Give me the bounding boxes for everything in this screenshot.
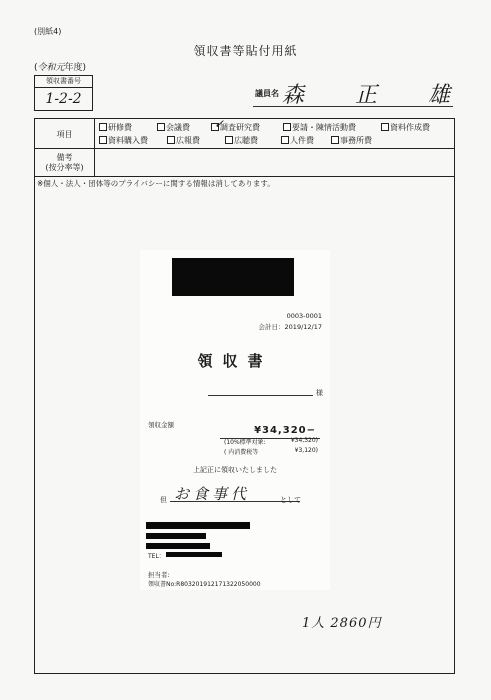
amount-label: 領収金額: [148, 421, 174, 429]
tax-base-value: ¥34,320): [290, 437, 318, 444]
receipt-issue-date: 会計日：2019/12/17: [258, 323, 322, 331]
category-label: 資料作成費: [390, 123, 430, 132]
category-label: 調査研究費: [220, 123, 260, 132]
checkbox-icon[interactable]: [331, 136, 339, 144]
fiscal-year-open: (: [34, 63, 38, 73]
category-materials-purchase[interactable]: [99, 135, 148, 146]
fiscal-year: [34, 60, 86, 73]
checkbox-icon[interactable]: [99, 123, 107, 131]
receipt-sub-number: 0003-0001: [286, 312, 322, 320]
category-public-hearing[interactable]: [225, 135, 258, 146]
privacy-note: ※個人・法人・団体等のプライバシーに関する情報は消してあります。: [37, 179, 275, 188]
item-label: 項目: [56, 130, 73, 139]
category-materials-creation[interactable]: [381, 122, 430, 133]
handwritten-per-person-note: 1人 2860円: [302, 616, 382, 631]
fiscal-year-era-handwritten: 令和元: [37, 63, 65, 73]
tadashi-label: 但: [160, 496, 167, 504]
redacted-address-1: [146, 522, 250, 529]
document-title: 領収書等貼付用紙: [193, 44, 298, 58]
redacted-store-name: [172, 258, 294, 296]
redacted-address-3: [146, 543, 210, 549]
receipt-number-label: 領収書番号: [35, 76, 92, 88]
row-divider-1: [35, 148, 454, 149]
received-statement: 上記正に領収いたしました: [193, 466, 277, 474]
category-petition[interactable]: [283, 122, 356, 133]
row-divider-2: [35, 176, 454, 177]
receipt-title: 領収書: [197, 352, 273, 370]
amount-value: ¥34,320−: [254, 425, 316, 436]
category-label: 広報費: [176, 136, 200, 145]
category-meeting[interactable]: [157, 122, 190, 133]
category-label: 資料購入費: [108, 136, 148, 145]
category-label: 要請・陳情活動費: [292, 123, 356, 132]
notes-sub-label: (按分率等): [45, 163, 84, 172]
receipt-number-value: 1-2-2: [45, 91, 82, 107]
tax-base-label: (10%標準対象:: [224, 439, 266, 446]
addressee-line: [208, 395, 313, 396]
staff-label: 担当者:: [148, 571, 170, 579]
member-name-underline: [253, 106, 453, 107]
category-label: 研修費: [108, 123, 132, 132]
category-label: 事務所費: [340, 136, 372, 145]
member-name-label: 議員名: [255, 89, 279, 98]
pasted-receipt: [140, 250, 330, 590]
redacted-tel: [166, 552, 222, 557]
category-personnel[interactable]: [281, 135, 314, 146]
tax-value: ¥3,120): [294, 447, 318, 454]
checkbox-icon[interactable]: [283, 123, 291, 131]
toshite-label: として: [280, 496, 301, 504]
checkbox-icon[interactable]: [225, 136, 233, 144]
category-publicity[interactable]: [167, 135, 200, 146]
category-office[interactable]: [331, 135, 372, 146]
category-label: 会議費: [166, 123, 190, 132]
checkbox-icon[interactable]: [281, 136, 289, 144]
honorific-sama: 様: [316, 389, 323, 397]
tax-label: ( 内消費税等: [224, 449, 259, 456]
checkbox-icon[interactable]: [381, 123, 389, 131]
member-signature: 森 正 雄: [282, 83, 472, 108]
purpose-handwritten: お食事代: [174, 485, 251, 503]
category-training[interactable]: [99, 122, 132, 133]
category-label: 人件費: [290, 136, 314, 145]
tel-label: TEL：: [148, 553, 165, 560]
redacted-address-2: [146, 533, 206, 539]
notes-label: 備考: [56, 153, 73, 162]
fiscal-year-suffix: 年度): [64, 63, 87, 73]
receipt-id: 領収書No:R803201912171322050000: [148, 581, 261, 588]
check-mark-icon: ✓: [214, 117, 225, 131]
checkbox-icon[interactable]: [99, 136, 107, 144]
annex-label: (別紙4): [34, 27, 62, 36]
checkbox-icon[interactable]: [157, 123, 165, 131]
column-divider: [94, 119, 95, 176]
checkbox-icon[interactable]: [167, 136, 175, 144]
receipt-number-box: [34, 75, 93, 111]
category-label: 広聴費: [234, 136, 258, 145]
